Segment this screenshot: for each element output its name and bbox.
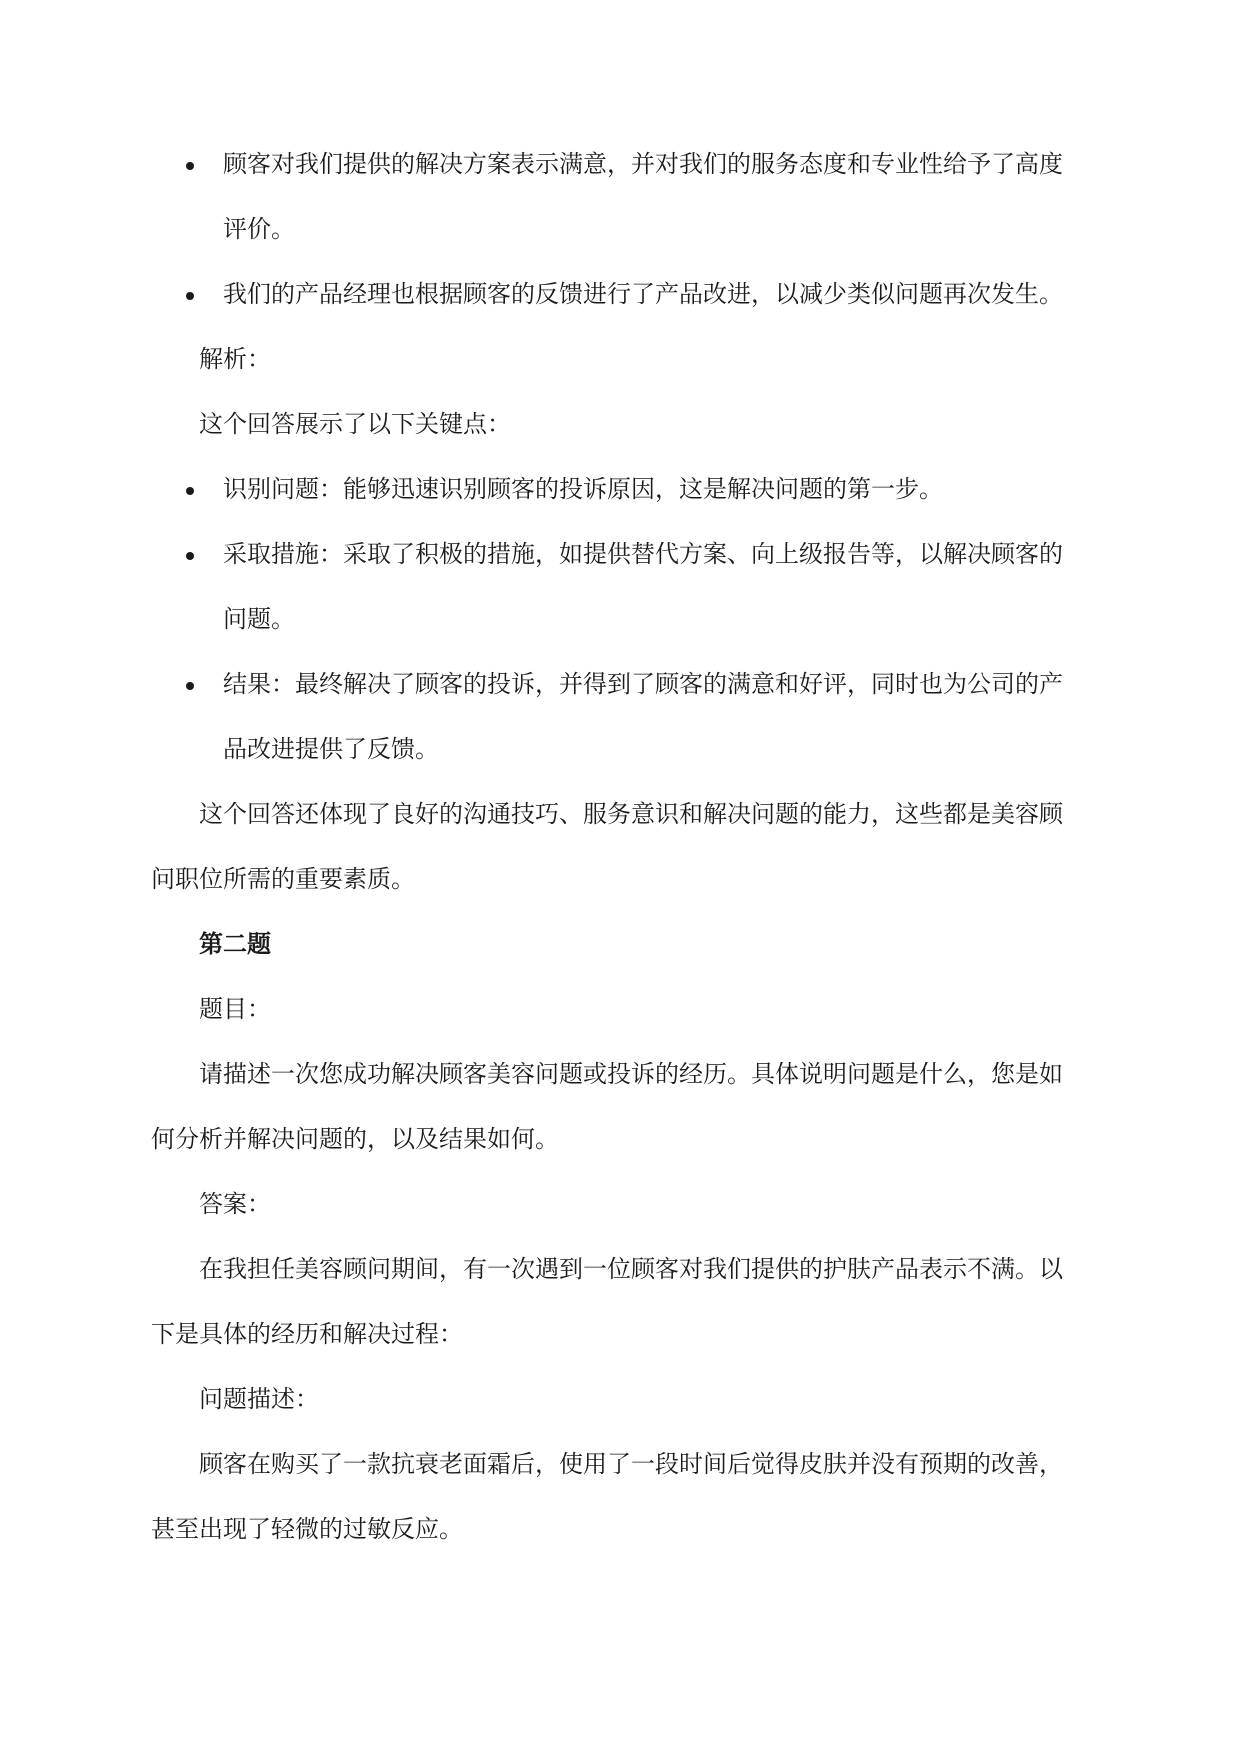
problem-label: 问题描述： <box>199 1385 319 1413</box>
key-point-text: 识别问题：能够迅速识别顾客的投诉原因，这是解决问题的第一步。 <box>223 475 943 503</box>
analysis-summary-continued: 问职位所需的重要素质。 <box>151 865 415 893</box>
key-point-text-continued: 品改进提供了反馈。 <box>223 735 439 763</box>
bullet-text: 顾客对我们提供的解决方案表示满意，并对我们的服务态度和专业性给予了高度 <box>223 150 1063 178</box>
answer-paragraph-continued: 下是具体的经历和解决过程： <box>151 1320 463 1348</box>
problem-paragraph: 顾客在购买了一款抗衰老面霜后，使用了一段时间后觉得皮肤并没有预期的改善， <box>199 1450 1063 1478</box>
question-prompt: 请描述一次您成功解决顾客美容问题或投诉的经历。具体说明问题是什么，您是如 <box>199 1060 1063 1088</box>
analysis-summary: 这个回答还体现了良好的沟通技巧、服务意识和解决问题的能力，这些都是美容顾 <box>199 800 1063 828</box>
answer-paragraph: 在我担任美容顾问期间，有一次遇到一位顾客对我们提供的护肤产品表示不满。以 <box>199 1255 1063 1283</box>
bullet-marker <box>186 682 194 690</box>
analysis-intro: 这个回答展示了以下关键点： <box>199 410 511 438</box>
bullet-marker <box>186 292 194 300</box>
question-prompt-continued: 何分析并解决问题的，以及结果如何。 <box>151 1125 559 1153</box>
key-point-text: 采取措施：采取了积极的措施，如提供替代方案、向上级报告等，以解决顾客的 <box>223 540 1063 568</box>
key-point-text-continued: 问题。 <box>223 605 295 633</box>
section-heading: 第二题 <box>199 929 271 958</box>
bullet-text-continued: 评价。 <box>223 215 295 243</box>
bullet-text: 我们的产品经理也根据顾客的反馈进行了产品改进，以减少类似问题再次发生。 <box>223 280 1063 308</box>
key-point-text: 结果：最终解决了顾客的投诉，并得到了顾客的满意和好评，同时也为公司的产 <box>223 670 1063 698</box>
bullet-marker <box>186 487 194 495</box>
bullet-marker <box>186 162 194 170</box>
problem-paragraph-continued: 甚至出现了轻微的过敏反应。 <box>151 1515 463 1543</box>
analysis-label: 解析： <box>199 345 271 373</box>
topic-label: 题目： <box>199 995 271 1023</box>
answer-label: 答案： <box>199 1190 271 1218</box>
bullet-marker <box>186 552 194 560</box>
